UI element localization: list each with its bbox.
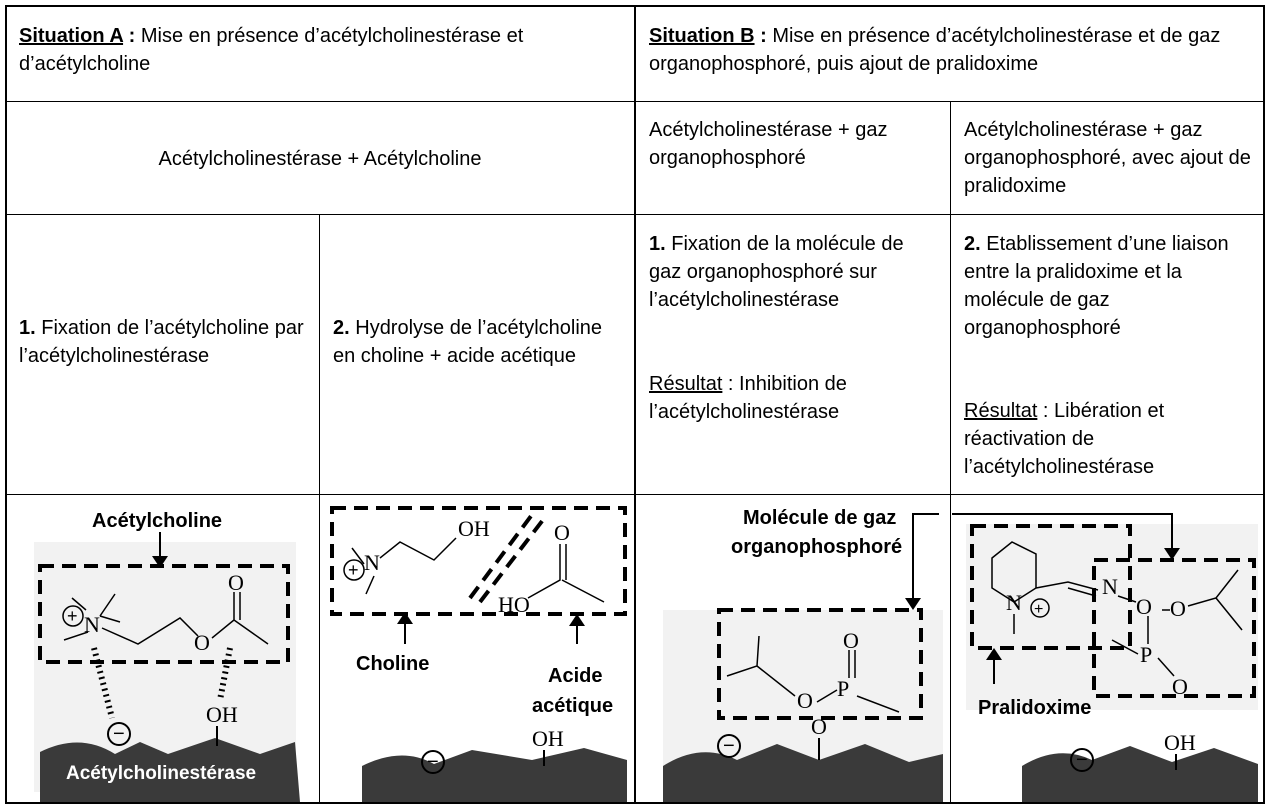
situation-b-header	[649, 22, 1249, 78]
atom-n-a2: N	[364, 550, 380, 575]
figure-hydrolysis	[322, 498, 633, 802]
gaz-label-2: organophosphoré	[731, 536, 903, 558]
figure-pralidoxime	[952, 498, 1263, 802]
step-b2	[964, 230, 1256, 342]
result-b1	[649, 370, 941, 426]
atom-oh-enzyme-a2: OH	[532, 726, 564, 751]
step-a2	[333, 314, 628, 370]
acide-label-1: Acide	[548, 665, 603, 687]
minus-charge-a2: −	[427, 751, 439, 773]
step-b1-num: 1.	[649, 233, 666, 255]
atom-p-gas: P	[837, 676, 850, 701]
atom-ho-acid: HO	[498, 592, 530, 617]
situation-a-header	[19, 22, 619, 78]
atom-o-isopropyl: O	[1170, 596, 1186, 621]
minus-charge-b1: −	[723, 735, 735, 757]
figure-gas-binding	[637, 498, 949, 802]
step-a1-num: 1.	[19, 317, 36, 339]
divider-b-cols	[950, 101, 951, 804]
situation-b-sep: :	[754, 25, 767, 47]
gaz-label-1: Molécule de gaz	[743, 507, 897, 529]
situation-b-desc: Mise en présence d’acétylcholinestérase et de gaz organophosphoré, puis ajout de pralidoxime	[649, 25, 1221, 75]
minus-charge-b2: −	[1076, 749, 1088, 771]
enzyme-label: Acétylcholinestérase	[66, 763, 257, 784]
minus-charge: −	[113, 723, 125, 745]
divider-a-cols	[319, 214, 320, 804]
divider-row2	[5, 214, 1265, 215]
atom-oh-enzyme: OH	[206, 702, 238, 727]
fig-b2-background	[966, 524, 1258, 710]
atom-oh-choline: OH	[458, 516, 490, 541]
atom-n-oxime: N	[1102, 574, 1118, 599]
atom-n-pyr: N	[1006, 590, 1022, 615]
result-b1-text: : Inhibition de l’acétylcholinestérase	[649, 373, 847, 423]
atom-o-ester: O	[194, 630, 210, 655]
result-b1-label: Résultat	[649, 373, 723, 395]
atom-o-serine: O	[811, 714, 827, 739]
divider-row3	[5, 494, 1265, 495]
step-b2-num: 2.	[964, 233, 981, 255]
plus-charge-a2: +	[348, 560, 359, 580]
atom-o-oxime: O	[1136, 594, 1152, 619]
atom-o-carbonyl: O	[228, 570, 244, 595]
acetylcholine-label: Acétylcholine	[92, 510, 223, 532]
atom-n: N	[84, 612, 100, 637]
row2-a-text: Acétylcholinestérase + Acétylcholine	[158, 148, 482, 170]
divider-row1	[5, 101, 1265, 102]
atom-o-p-b2: O	[1172, 674, 1188, 699]
enzyme-shape-a2	[362, 748, 627, 802]
step-a1	[19, 314, 314, 370]
atom-p-b2: P	[1140, 642, 1153, 667]
plus-charge-b2: +	[1034, 601, 1044, 618]
result-b2	[964, 397, 1256, 481]
row2-b1-text: Acétylcholinestérase + gaz organophosphoré	[649, 119, 888, 169]
situation-a-desc: Mise en présence d’acétylcholinestérase et d’acétylcholine	[19, 25, 524, 75]
row2-b2-text: Acétylcholinestérase + gaz organophosphoré, avec ajout de pralidoxime	[964, 119, 1251, 197]
step-a2-text: Hydrolyse de l’acétylcholine en choline + acide acétique	[333, 317, 603, 367]
choline-label: Choline	[356, 653, 430, 675]
atom-o-gas: O	[797, 688, 813, 713]
result-b2-label: Résultat	[964, 400, 1038, 422]
enzyme-shape-b2	[1022, 746, 1258, 802]
step-a1-text: Fixation de l’acétylcholine par l’acétylcholinestérase	[19, 317, 304, 367]
step-a2-num: 2.	[333, 317, 350, 339]
result-b2-text: : Libération et réactivation de l’acétylcholinestérase	[964, 400, 1165, 478]
step-b1-text: Fixation de la molécule de gaz organophosphoré sur l’acétylcholinestérase	[649, 233, 904, 311]
figure-acetylcholine-binding	[20, 498, 317, 802]
atom-o-p: O	[843, 628, 859, 653]
step-b1	[649, 230, 941, 314]
situation-b-title: Situation B	[649, 25, 755, 47]
gaz-arrow	[913, 514, 939, 606]
plus-charge: +	[67, 606, 78, 626]
situation-a-title: Situation A	[19, 25, 124, 47]
atom-o-acid: O	[554, 520, 570, 545]
atom-oh-enzyme-b2: OH	[1164, 730, 1196, 755]
step-b2-text: Etablissement d’une liaison entre la pralidoxime et la molécule de gaz organophosphoré	[964, 233, 1229, 339]
situation-a-sep: :	[123, 25, 136, 47]
acide-label-2: acétique	[532, 695, 614, 717]
acid-bonds	[528, 544, 604, 602]
pralidoxime-label: Pralidoxime	[978, 697, 1092, 719]
divider-situations	[634, 5, 636, 804]
